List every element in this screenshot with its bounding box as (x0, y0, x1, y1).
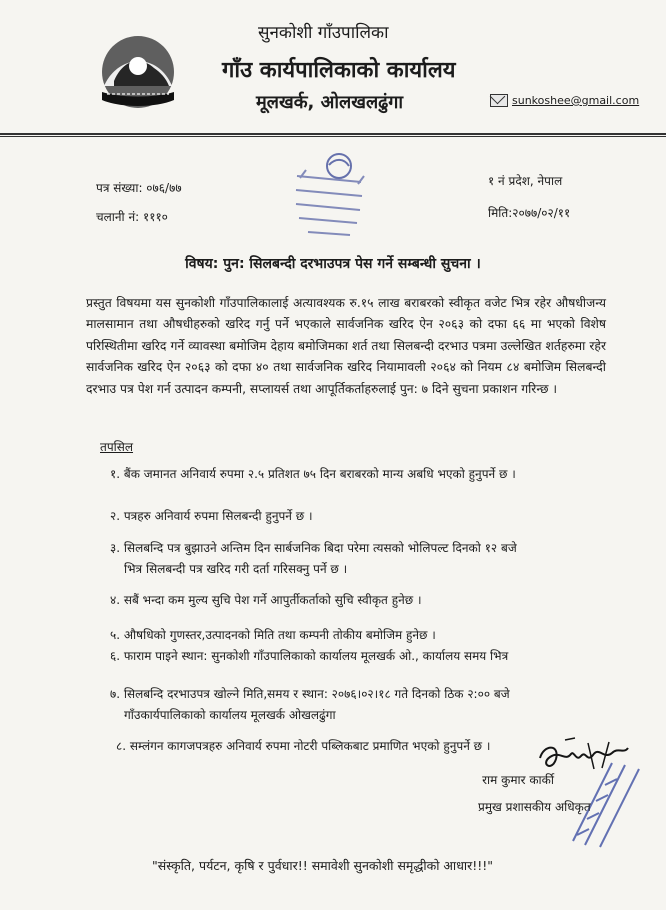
footer-slogan: "संस्कृति, पर्यटन, कृषि र पुर्वधार!! समावेशी सुनकोशी समृद्धीको आधार!!!" (152, 858, 494, 873)
signer-designation: प्रमुख प्रशासकीय अधिकृत (478, 800, 591, 814)
nepal-government-emblem (96, 34, 180, 110)
schedule-item: ४. सबैं भन्दा कम मुल्य सुचि पेश गर्ने आपुर्तीकर्ताको सुचि स्वीकृत हुनेछ । (110, 593, 422, 607)
notice-body: प्रस्तुत विषयमा यस सुनकोशी गाँउपालिकालाई अत्यावश्यक रु.१५ लाख बराबरको स्वीकृत वजेट भित्र रहेर औषधीजन्य मालसामान तथा औषधीहरुको खरिद गर्नु पर्ने भएकाले सार्वजनिक खरिद ऐन २०६३ को दफा ६६ मा भएको विशेष परिस्थितीमा खरिद गर्ने व्यावस्था बमोजिम देहाय बमोजिमका शर्त तथा सिलबन्दी दरभाउ पत्रमा उल्लेखित शर्तहरुमा रहेर सार्वजनिक खरिद ऐन २०६३ को दफा ४० तथा सार्वजनिक खरिद नियामावली २०६४ को नियम ८४ बमोजिम सिलबन्दी दरभाउ पत्र पेश गर्न उत्पादन कम्पनी, सप्लायर्स तथा आपूर्तिकर्ताहरुलाई पुन: ७ दिने सुचना प्रकाशन गरिन्छ । (86, 296, 606, 396)
email-icon (490, 94, 508, 107)
municipality-name: सुनकोशी गाँउपालिका (258, 23, 389, 43)
email-contact (490, 94, 639, 107)
email-address: sunkoshee@gmail.com (512, 94, 640, 107)
schedule-item: ८. सम्लंगन कागजपत्रहरु अनिवार्य रुपमा नोटरी पब्लिकबाट प्रमाणित भएको हुनुपर्ने छ । (116, 739, 491, 753)
office-seal-stamp (284, 148, 374, 250)
schedule-heading: तपसिल (100, 440, 134, 454)
schedule-item: ३. सिलबन्दि पत्र बुझाउने अन्तिम दिन सार्बजनिक बिदा परेमा त्यसको भोलिपल्ट दिनको १२ बजे भित्र सिलबन्दी पत्र खरिद गरी दर्ता गरिसक्नु पर्ने छ । (110, 541, 517, 576)
letter-number: पत्र संख्या: ०७६/७७ (96, 181, 182, 195)
office-name: गाँउ कार्यपालिकाको कार्यालय (222, 58, 456, 83)
letter-date: मिति:२०७७/०२/११ (488, 206, 571, 220)
signer-name: राम कुमार कार्की (482, 773, 554, 787)
province: १ नं प्रदेश, नेपाल (488, 174, 563, 188)
schedule-item: ७. सिलबन्दि दरभाउपत्र खोल्ने मिति,समय र स्थान: २०७६।०२।१८ गते दिनको ठिक २:०० बजे गाँउकार्यपालिकाको कार्यालय मूलखर्क ओखलढुंगा (110, 687, 510, 722)
notice-subject: विषय: पुन: सिलबन्दी दरभाउपत्र पेस गर्ने सम्बन्धी सुचना । (185, 256, 481, 272)
dispatch-number: चलानी नं: १११० (96, 210, 168, 224)
schedule-item: २. पत्रहरु अनिवार्य रुपमा सिलबन्दी हुनुपर्ने छ । (110, 509, 313, 523)
header-rule (0, 133, 666, 135)
office-location: मूलखर्क, ओलखलढुंगा (256, 92, 404, 113)
schedule-item: १. बैंक जमानत अनिवार्य रुपमा २.५ प्रतिशत ७५ दिन बराबरको मान्य अबधि भएको हुनुपर्ने छ । (110, 467, 516, 481)
schedule-item: ५. औषधिको गुणस्तर,उत्पादनको मिति तथा कम्पनी तोकीय बमोजिम हुनेछ । (110, 628, 436, 642)
header-rule-thin (0, 136, 666, 137)
schedule-item: ६. फाराम पाइने स्थान: सुनकोशी गाँउपालिकाको कार्यालय मूलखर्क ओ., कार्यालय समय भित्र (110, 649, 509, 663)
